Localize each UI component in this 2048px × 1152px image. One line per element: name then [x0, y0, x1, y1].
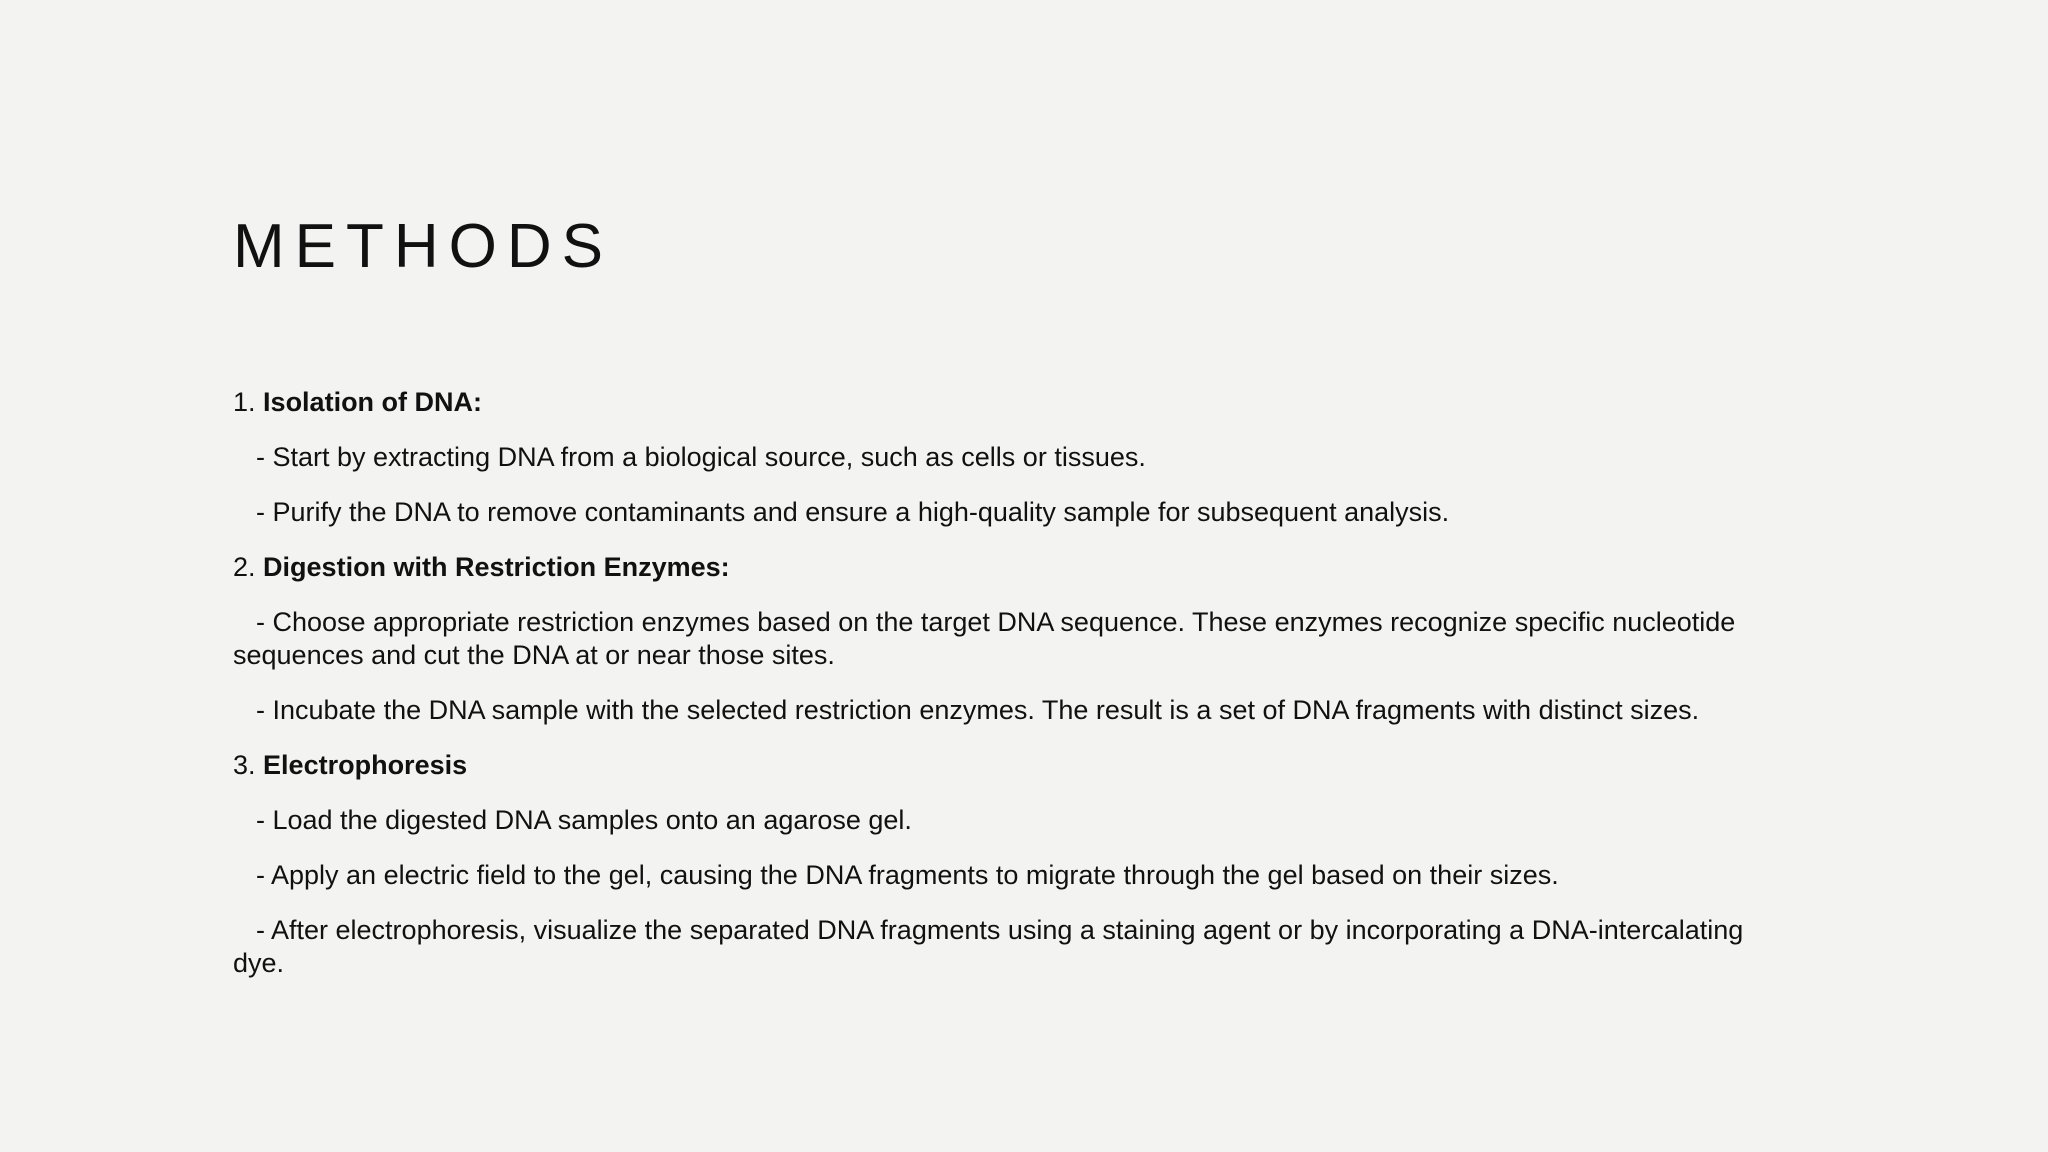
bullet-item: - Incubate the DNA sample with the selected restriction enzymes. The result is a set of DNA fragments with distinct sizes. — [256, 695, 1700, 725]
section-title: Isolation of DNA: — [263, 387, 483, 417]
section-heading — [233, 749, 1793, 782]
bullet-item: - Start by extracting DNA from a biological source, such as cells or tissues. — [256, 442, 1146, 472]
section-title: Electrophoresis — [263, 750, 468, 780]
slide-title: METHODS — [233, 212, 613, 281]
slide-body — [233, 386, 1793, 1002]
section-heading — [233, 551, 1793, 584]
section-title: Digestion with Restriction Enzymes: — [263, 552, 730, 582]
bullet-item: - Purify the DNA to remove contaminants and ensure a high-quality sample for subsequent analysis. — [256, 497, 1450, 527]
section-heading — [233, 386, 1793, 419]
bullet-item: - Choose appropriate restriction enzymes based on the target DNA sequence. These enzymes recognize specific nucleotide sequences and cut the DNA at or near those sites. — [233, 607, 1736, 670]
bullet-item: - Load the digested DNA samples onto an agarose gel. — [256, 805, 912, 835]
section-number: 3. — [233, 750, 256, 780]
section-number: 1. — [233, 387, 256, 417]
section-number: 2. — [233, 552, 256, 582]
bullet-item: - After electrophoresis, visualize the separated DNA fragments using a staining agent or by incorporating a DNA-intercalating dye. — [233, 915, 1744, 978]
bullet-item: - Apply an electric field to the gel, causing the DNA fragments to migrate through the gel based on their sizes. — [256, 860, 1559, 890]
